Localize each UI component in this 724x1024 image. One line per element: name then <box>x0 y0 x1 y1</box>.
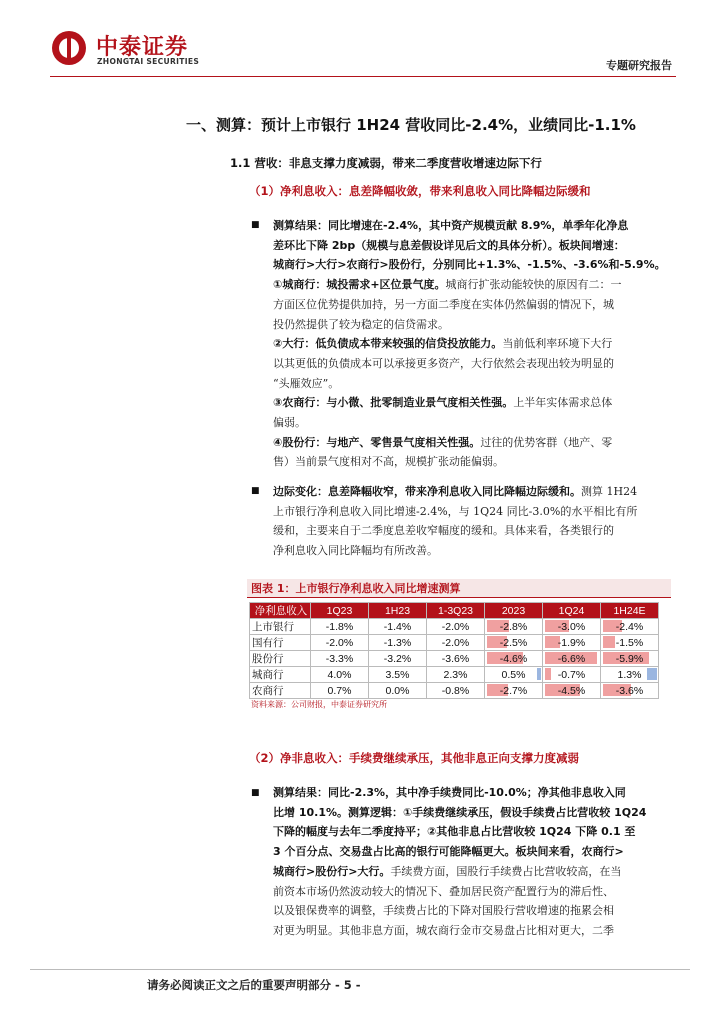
table-cell <box>369 667 427 683</box>
cell-value: -1.5% <box>615 636 644 649</box>
table-cell <box>485 635 543 651</box>
bullet-square-icon: ■ <box>251 220 260 230</box>
cell-value: -2.0% <box>441 636 470 649</box>
part1-title: （1）净利息收入：息差降幅收敛，带来利息收入同比降幅边际缓和 <box>249 184 591 198</box>
paragraph-calc-result: 测算结果：同比增速在-2.4%，其中资产规模贡献 8.9%，单季年化净息 差环比下降 2bp（规模与息差假设详见后文的具体分析）。板块间增速： 城商行>大行>农商行>股份行，分别同比+1.3%、-1.5%、-3.6%和-5.9%。 ①城商行：城投需求+区位景气度。城商行扩张动能较快的原因有二：一 方面区位优势提供加持，另一方面二季度在实体仍然偏弱的情况下，城 投仍然提供了较为稳定的信贷需求。 ②大行：低负债成本带来较强的信贷投放能力。当前低利率环境下大行 以其更低的负债成本可以承接更多资产，大行依然会表现出较为明显的 “头雁效应”。 ③农商行：与小微、批零制造业景气度相关性强。上半年实体需求总体 偏弱。 ④股份行：与地产、零售景气度相关性强。过往的优势客群（地产、零 售）当前景气度相对不高，规模扩张动能偏弱。 <box>273 219 666 469</box>
table-cell <box>427 619 485 635</box>
cell-value: -6.6% <box>557 652 586 665</box>
part2-title: （2）净非息收入：手续费继续承压，其他非息正向支撑力度减弱 <box>249 751 579 765</box>
table-row <box>250 651 659 667</box>
figure-source: 资料来源：公司财报，中泰证券研究所 <box>251 700 387 709</box>
cell-value: 4.0% <box>327 668 352 681</box>
table-cell <box>601 635 659 651</box>
cell-value: -3.6% <box>441 652 470 665</box>
table-header-cell: 净利息收入 <box>250 603 311 619</box>
table-header-cell: 1-3Q23 <box>427 603 485 619</box>
row-label: 城商行 <box>250 667 311 683</box>
cell-value: 0.5% <box>501 668 526 681</box>
subsection-title: 1.1 营收：非息支撑力度减弱，带来二季度营收增速边际下行 <box>230 156 542 170</box>
table-cell <box>543 667 601 683</box>
cell-value: -4.5% <box>557 684 586 697</box>
table-cell <box>601 619 659 635</box>
table-cell <box>485 651 543 667</box>
table-cell <box>311 651 369 667</box>
table-cell <box>601 683 659 699</box>
data-bar <box>603 636 615 648</box>
cell-value: 1.3% <box>617 668 642 681</box>
table-cell <box>369 635 427 651</box>
cell-value: -3.2% <box>383 652 412 665</box>
cell-value: -3.3% <box>325 652 354 665</box>
table-cell <box>427 651 485 667</box>
figure-title: 图表 1：上市银行净利息收入同比增速测算 <box>251 582 461 595</box>
data-bar <box>537 668 541 680</box>
table-header-cell: 1Q23 <box>311 603 369 619</box>
cell-value: -1.4% <box>383 620 412 633</box>
cell-value: -0.7% <box>557 668 586 681</box>
header-divider <box>50 76 676 77</box>
table-cell <box>485 667 543 683</box>
table-cell <box>311 635 369 651</box>
table-row <box>250 667 659 683</box>
data-bar <box>647 668 657 680</box>
table-cell <box>311 619 369 635</box>
bullet-square-icon: ■ <box>251 788 260 798</box>
table-cell <box>427 635 485 651</box>
cell-value: 2.3% <box>443 668 468 681</box>
logo-text-cn: 中泰证券 <box>96 35 189 60</box>
cell-value: -3.6% <box>615 684 644 697</box>
table-cell <box>311 667 369 683</box>
cell-value: -2.0% <box>441 620 470 633</box>
footer-divider <box>30 969 690 970</box>
company-logo-icon <box>52 31 86 65</box>
cell-value: -4.6% <box>499 652 528 665</box>
cell-value: -1.8% <box>325 620 354 633</box>
table-header-cell: 1H23 <box>369 603 427 619</box>
footer-disclaimer: 请务必阅读正文之后的重要声明部分 - 5 - <box>147 978 361 992</box>
table-cell <box>369 651 427 667</box>
table-cell <box>601 667 659 683</box>
table-header-cell: 2023 <box>485 603 543 619</box>
cell-value: -5.9% <box>615 652 644 665</box>
row-label: 农商行 <box>250 683 311 699</box>
data-bar <box>545 668 551 680</box>
row-label: 股份行 <box>250 651 311 667</box>
table-cell <box>543 651 601 667</box>
cell-value: -0.8% <box>441 684 470 697</box>
paragraph-non-interest: 测算结果：同比-2.3%，其中净手续费同比-10.0%；净其他非息收入同 比增 10.1%。测算逻辑：①手续费继续承压，假设手续费占比营收较 1Q24 下降的幅度与去年二季度持平；②其他非息占比营收较 1Q24 下降 0.1 至 3 个百分点、交易盘占比高的银行可能降幅更大。板块间来看，农商行> 城商行>股份行>大行。手续费方面，国股行手续费占比营收较高，在当 前资本市场仍然波动较大的情况下、叠加居民资产配置行为的滞后性、 以及银保费率的调整，手续费占比的下降对国股行营收增速的拖累会相 对更为明显。其他非息方面，城农商行金市交易盘占比相对更大，二季 <box>273 786 647 937</box>
table-cell <box>543 619 601 635</box>
bullet-square-icon: ■ <box>251 486 260 496</box>
table-row <box>250 635 659 651</box>
document-type: 专题研究报告 <box>606 59 672 72</box>
section-title: 一、测算：预计上市银行 1H24 营收同比-2.4%，业绩同比-1.1% <box>186 116 636 134</box>
cell-value: -2.0% <box>325 636 354 649</box>
row-label: 上市银行 <box>250 619 311 635</box>
table-cell <box>601 651 659 667</box>
nii-growth-table <box>249 602 659 699</box>
cell-value: 3.5% <box>385 668 410 681</box>
cell-value: -2.4% <box>615 620 644 633</box>
table-row <box>250 619 659 635</box>
table-cell <box>543 635 601 651</box>
table-cell <box>543 683 601 699</box>
paragraph-marginal-change: 边际变化：息差降幅收窄，带来净利息收入同比降幅边际缓和。测算 1H24 上市银行净利息收入同比增速-2.4%，与 1Q24 同比-3.0%的水平相比有所 缓和，主要来自于二季度息差收窄幅度的缓和。具体来看，各类银行的 净利息收入同比降幅均有所改善。 <box>273 485 638 558</box>
table-cell <box>311 683 369 699</box>
table-cell <box>427 683 485 699</box>
logo-text-en: ZHONGTAI SECURITIES <box>97 57 200 66</box>
row-label: 国有行 <box>250 635 311 651</box>
table-cell <box>485 683 543 699</box>
cell-value: -1.3% <box>383 636 412 649</box>
table-cell <box>427 667 485 683</box>
cell-value: 0.0% <box>385 684 410 697</box>
cell-value: 0.7% <box>327 684 352 697</box>
cell-value: -2.7% <box>499 684 528 697</box>
table-cell <box>369 619 427 635</box>
cell-value: -2.5% <box>499 636 528 649</box>
table-row <box>250 683 659 699</box>
table-cell <box>369 683 427 699</box>
cell-value: -3.0% <box>557 620 586 633</box>
table-header-row <box>250 603 659 619</box>
table-header-cell: 1Q24 <box>543 603 601 619</box>
cell-value: -2.8% <box>499 620 528 633</box>
table-cell <box>485 619 543 635</box>
table-header-cell: 1H24E <box>601 603 659 619</box>
cell-value: -1.9% <box>557 636 586 649</box>
